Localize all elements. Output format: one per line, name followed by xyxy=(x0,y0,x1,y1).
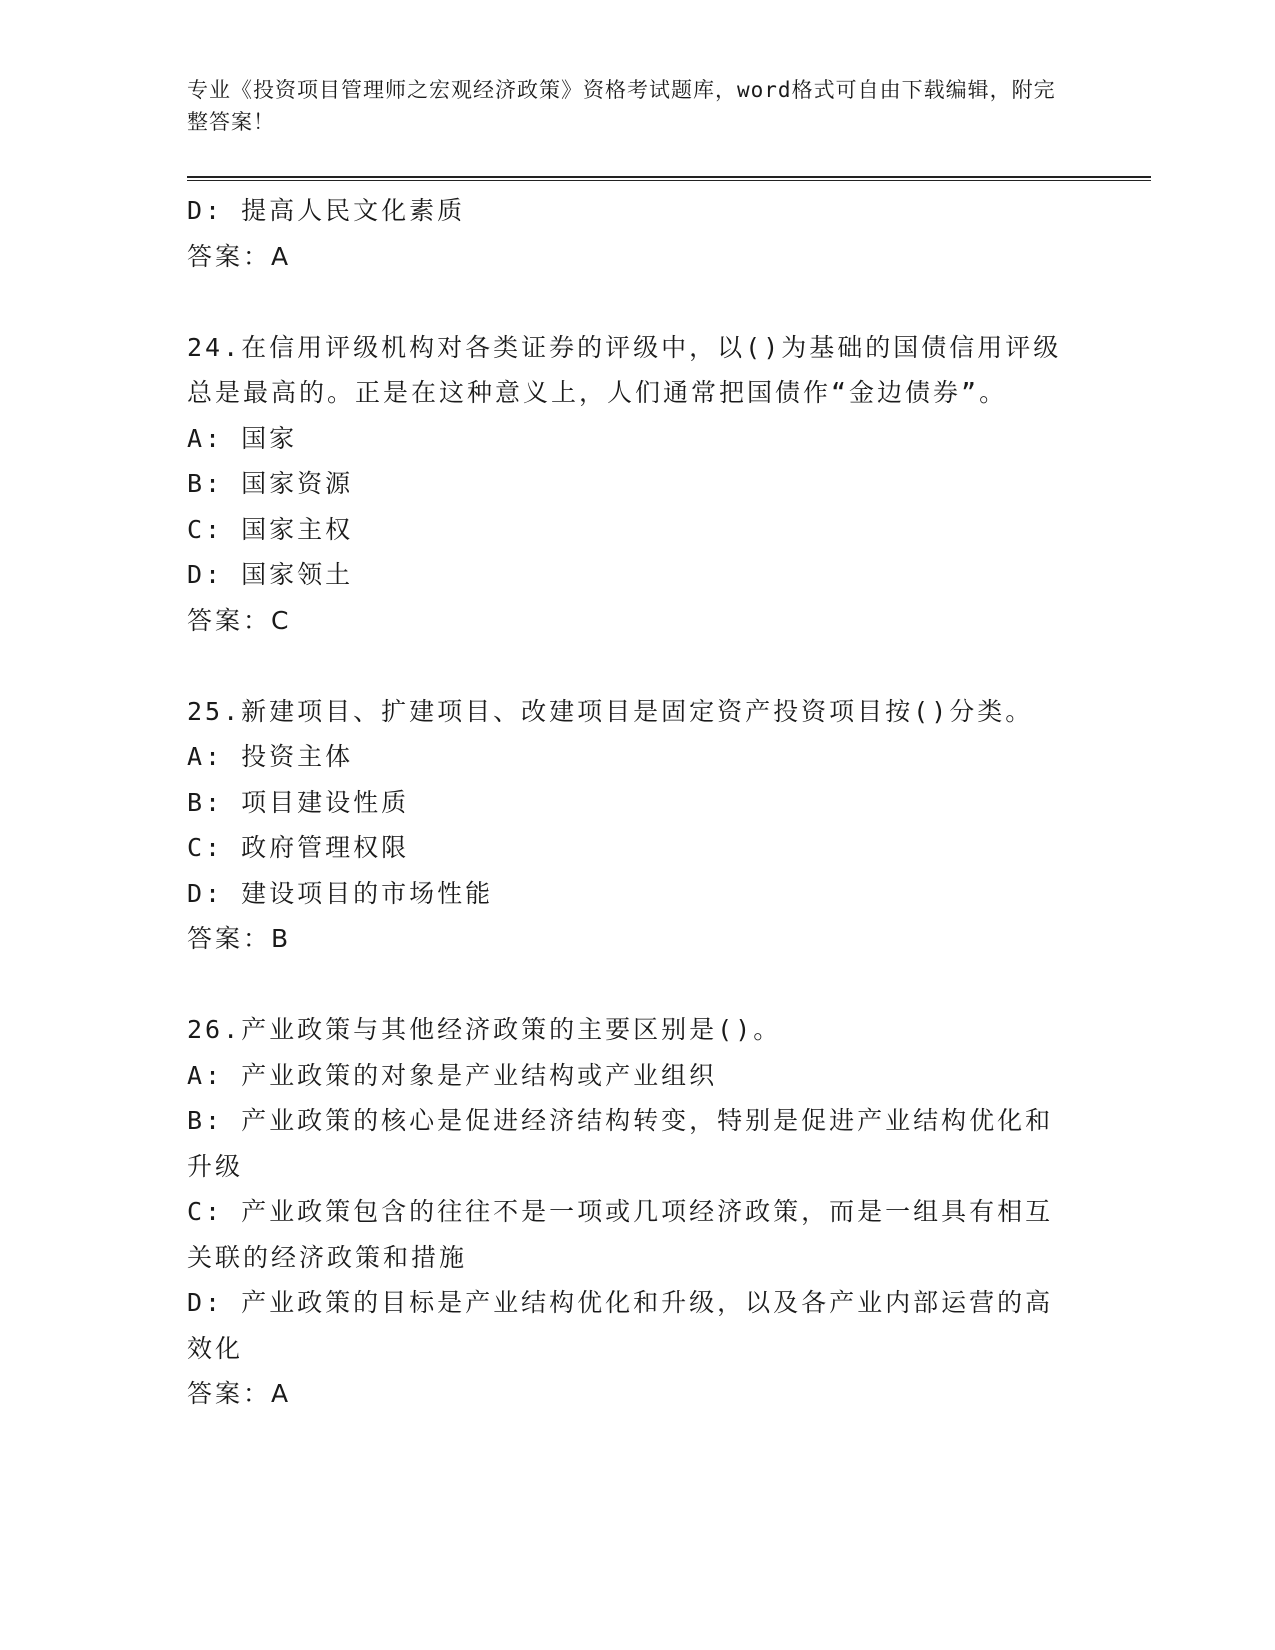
option-c: C: 国家主权 xyxy=(187,514,354,544)
question-26 xyxy=(187,1007,1077,1417)
answer-line: 答案：C xyxy=(187,605,292,635)
question-stem: 24.在信用评级机构对各类证券的评级中，以()为基础的国债信用评级总是最高的。正是在这种意义上，人们通常把国债作“金边债券”。 xyxy=(187,332,1062,407)
question-stem: 26.产业政策与其他经济政策的主要区别是()。 xyxy=(187,1015,782,1044)
question-stem: 25.新建项目、扩建项目、改建项目是固定资产投资项目按()分类。 xyxy=(187,696,1034,726)
page-header: 专业《投资项目管理师之宏观经济政策》资格考试题库，word格式可自由下载编辑，附完整答案！ xyxy=(187,78,1056,134)
option-b: B: 项目建设性质 xyxy=(187,787,410,817)
option-d: D: 提高人民文化素质 xyxy=(187,196,466,225)
option-d: D: 产业政策的目标是产业结构优化和升级，以及各产业内部运营的高效化 xyxy=(187,1288,1054,1363)
answer-line: 答案：A xyxy=(187,1379,292,1408)
header-divider xyxy=(187,176,1151,181)
option-b: B: 国家资源 xyxy=(187,469,354,498)
option-a: A: 产业政策的对象是产业结构或产业组织 xyxy=(187,1060,718,1090)
option-c: C: 政府管理权限 xyxy=(187,833,410,862)
option-a: A: 投资主体 xyxy=(187,742,354,771)
option-b: B: 产业政策的核心是促进经济结构转变，特别是促进产业结构优化和升级 xyxy=(187,1106,1054,1181)
previous-question-tail xyxy=(187,188,1077,279)
answer-line: 答案：B xyxy=(187,924,292,953)
question-24 xyxy=(187,325,1077,644)
question-25 xyxy=(187,689,1077,962)
question-list xyxy=(187,188,1077,1417)
answer-line: 答案：A xyxy=(187,241,292,271)
spacer xyxy=(187,643,1077,689)
option-d: D: 国家领土 xyxy=(187,560,354,589)
option-d: D: 建设项目的市场性能 xyxy=(187,878,494,908)
option-c: C: 产业政策包含的往往不是一项或几项经济政策，而是一组具有相互关联的经济政策和措施 xyxy=(187,1197,1054,1272)
option-a: A: 国家 xyxy=(187,423,298,453)
spacer xyxy=(187,279,1077,325)
spacer xyxy=(187,962,1077,1008)
